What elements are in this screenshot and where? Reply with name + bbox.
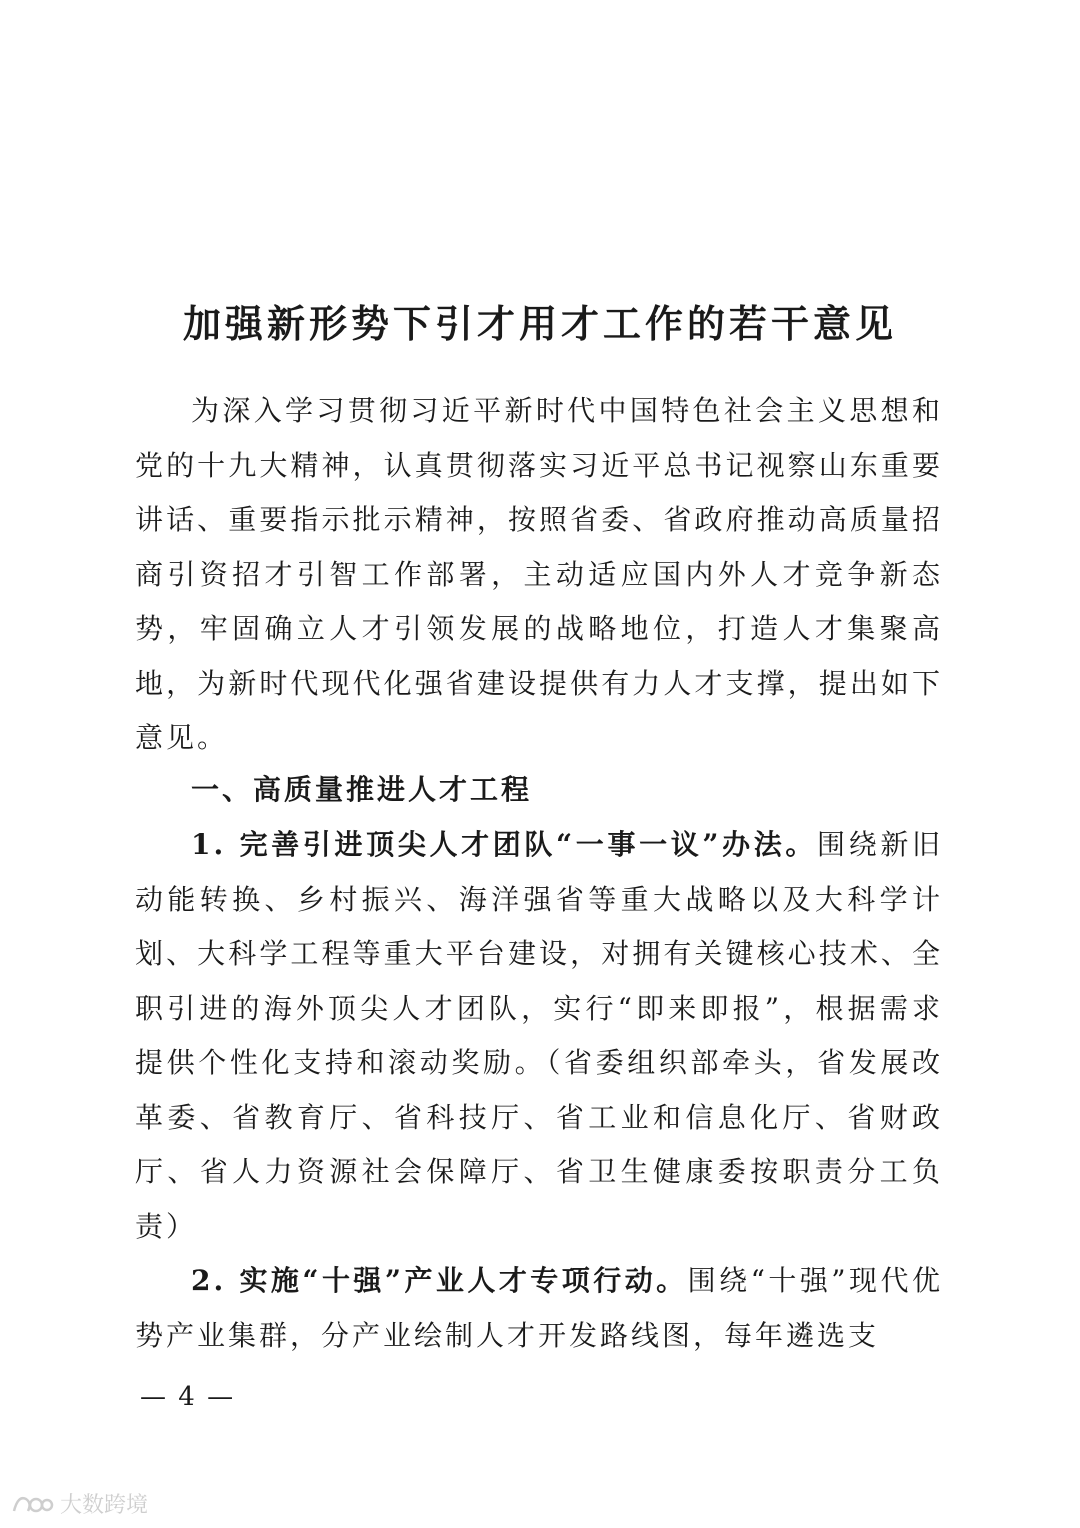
brand-logo-icon — [10, 1491, 54, 1517]
section-heading: 一、高质量推进人才工程 — [191, 773, 533, 806]
item-2-body: 围绕“十强”现代优势产业集群，分产业绘制人才开发路线图，每年遴选支 — [135, 1264, 943, 1352]
watermark-text: 大数跨境 — [60, 1493, 149, 1518]
item-1-block — [135, 818, 943, 1254]
intro-block — [135, 384, 943, 766]
document-title: 加强新形势下引才用才工作的若干意见 — [182, 301, 897, 346]
item-1-lead: 1. 完善引进顶尖人才团队“一事一议”办法。 — [191, 828, 818, 861]
item-1-paragraph — [135, 818, 943, 1254]
item-1-body: 围绕新旧动能转换、乡村振兴、海洋强省等重大战略以及大科学计划、大科学工程等重大平台建设，对拥有关键核心技术、全职引进的海外顶尖人才团队，实行“即来即报”，根据需求提供个性化支持和滚动奖励。（省委组织部牵头，省发展改革委、省教育厅、省科技厅、省工业和信息化厅、省财政厅、省人力资源社会保障厅、省卫生健康委按职责分工负责） — [135, 828, 943, 1243]
watermark — [10, 1488, 148, 1519]
intro-paragraph: 为深入学习贯彻习近平新时代中国特色社会主义思想和党的十九大精神，认真贯彻落实习近平总书记视察山东重要讲话、重要指示批示精神，按照省委、省政府推动高质量招商引资招才引智工作部署，主动适应国内外人才竞争新态势，牢固确立人才引领发展的战略地位，打造人才集聚高地，为新时代现代化强省建设提供有力人才支撑，提出如下意见。 — [135, 394, 943, 754]
page-number: — 4 — — [140, 1382, 236, 1412]
item-2-paragraph — [135, 1254, 943, 1363]
item-2-lead: 2. 实施“十强”产业人才专项行动。 — [191, 1264, 688, 1297]
item-2-block — [135, 1254, 943, 1363]
